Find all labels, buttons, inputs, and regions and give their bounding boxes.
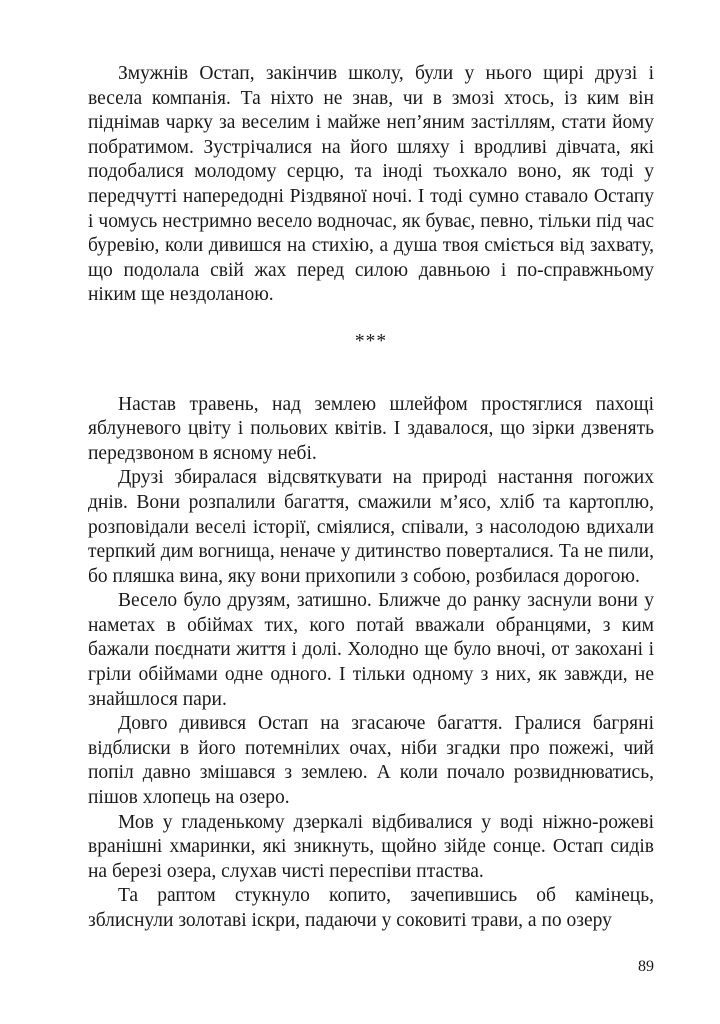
- paragraph-3: Друзі збиралася відсвяткувати на природі настання погожих днів. Вони розпалили багаття, смажили м’ясо, хліб та картоплю, розповідали веселі історії, сміялися, співали, з насолодою вдихали терпкий дим вогнища, неначе у дитинство поверталися. Та не пили, бо пляшка вина, яку вони прихопили з собою, розбилася дорогою.: [88, 467, 654, 587]
- page-body: [88, 62, 654, 934]
- page-number: 89: [638, 958, 654, 975]
- paragraph-4: Весело було друзям, затишно. Ближче до ранку заснули вони у наметах в обіймах тих, кого потай вважали обранцями, з ким бажали поєднати життя і долі. Холодно ще було вночі, от закохані і гріли обіймами одне одного. І тільки одному з них, як завжди, не знайшлося пари.: [88, 590, 654, 710]
- section-separator: ***: [354, 330, 388, 352]
- paragraph-6: Мов у гладенькому дзеркалі відбивалися у воді ніжно-рожеві вранішні хмаринки, які зникнуть, щойно зійде сонце. Остап сидів на березі озера, слухав чисті переспіви птаства.: [88, 811, 654, 882]
- paragraph-7: Та раптом стукнуло копито, зачепившись об камінець, зблиснули золотаві іскри, падаючи у соковиті трави, а по озеру: [88, 885, 654, 931]
- paragraph-5: Довго дивився Остап на згасаюче багаття. Гралися багряні відблиски в його потемнілих очах, ніби згадки про пожежі, чий попіл давно змішався з землею. А коли почало розвиднюватись, пішов хлопець на озеро.: [88, 713, 654, 809]
- paragraph-1: Змужнів Остап, закінчив школу, були у нього щирі друзі і весела компанія. Та ніхто не знав, чи в змозі хтось, із ким він піднімав чарку за веселим і майже неп’яним застіллям, стати йому побратимом. Зустрічалися на його шляху і вродливі дівчата, які подобалися молодому серцю, та іноді тьохкало воно, як тоді у передчутті напередодні Різдвяної ночі. І тоді сумно ставало Остапу і чомусь нестримно весело водночас, як буває, певно, тільки під час буревію, коли дивишся на стихію, а душа твоя сміється від захвату, що подолала свій жах перед силою давньою і по-справжньому ніким ще нездоланою.: [88, 63, 654, 306]
- paragraph-2: Настав травень, над землею шлейфом простяглися пахощі яблуневого цвіту і польових квітів. І здавалося, що зірки дзвенять передзвоном в ясному небі.: [88, 393, 654, 464]
